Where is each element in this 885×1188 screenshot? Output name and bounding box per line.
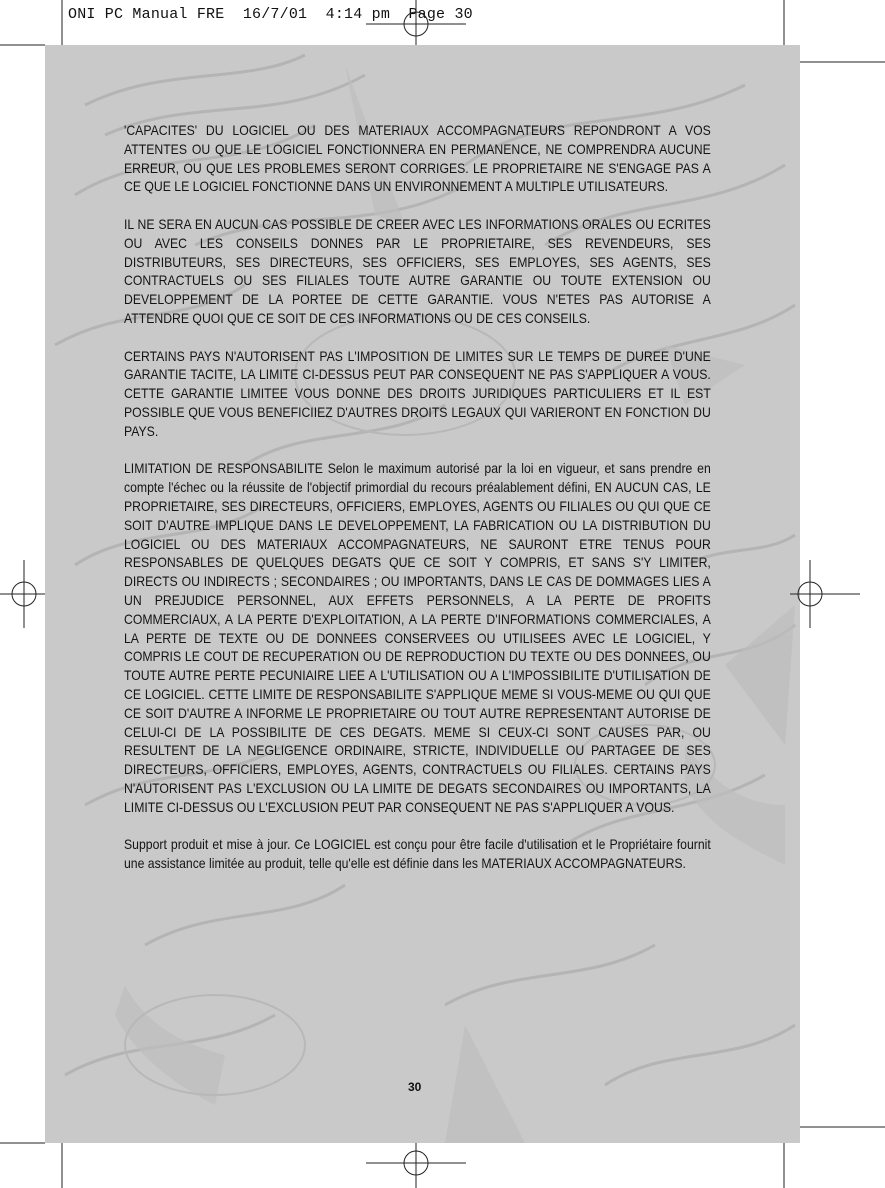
paragraph-3: CERTAINS PAYS N'AUTORISENT PAS L'IMPOSITION DE LIMITES SUR LE TEMPS DE DUREE D'UNE GARANTIE TACITE, LA LIMITE CI-DESSUS PEUT PAR CONSEQUENT NE PAS S'APPLIQUER A VOUS. CETTE GARANTIE LIMITEE VOUS DONNE DES DROITS JURIDIQUES PARTICULIERS ET IL EST POSSIBLE QUE VOUS BENEFICIIEZ D'AUTRES DROITS LEGAUX QUI VARIERONT EN FONCTION DU PAYS. (124, 348, 711, 439)
liability-intro: Selon le maximum autorisé par la loi en vigueur, et sans prendre en compte l'échec ou la réussite de l'objectif primordial du recours préalablement défini, (124, 461, 711, 496)
paragraph-2: IL NE SERA EN AUCUN CAS POSSIBLE DE CREER AVEC LES INFORMATIONS ORALES OU ECRITES OU AVEC LES CONSEILS DONNES PAR LE PROPRIETAIRE, SES REVENDEURS, SES DISTRIBUTEURS, SES DIRECTEURS, SES OFFICIERS, SES EMPLOYES, SES AGENTS, SES CONTRACTUELS OU SES FILIALES TOUTE AUTRE GARANTIE OU TOUTE EXTENSION OU DEVELOPPEMENT DE LA PORTEE DE CETTE GARANTIE. VOUS N'ETES PAS AUTORISE A ATTENDRE QUOI QUE CE SOIT DE CES INFORMATIONS OU DE CES CONSEILS. (124, 216, 711, 326)
support-text: Support produit et mise à jour. Ce LOGICIEL est conçu pour être facile d'utilisation et le Propriétaire fournit une assistance limitée au produit, telle qu'elle est définie dans les (124, 837, 711, 872)
support-materials: MATERIAUX ACCOMPAGNATEURS. (477, 856, 686, 872)
paragraph-1: 'CAPACITES' DU LOGICIEL OU DES MATERIAUX ACCOMPAGNATEURS REPONDRONT A VOS ATTENTES OU QUE LE LOGICIEL FONCTIONNERA EN PERMANENCE, NE COMPRENDRA AUCUNE ERREUR, OU QUE LES PROBLEMES SERONT CORRIGES. LE PROPRIETAIRE NE S'ENGAGE PAS A CE QUE LE LOGICIEL FONCTIONNE DANS UN ENVIRONNEMENT A MULTIPLE UTILISATEURS. (124, 123, 711, 195)
liability-body: EN AUCUN CAS, LE PROPRIETAIRE, SES DIRECTEURS, OFFICIERS, EMPLOYES, AGENTS OU FILIALES OU QUI QUE CE SOIT D'AUTRE IMPLIQUE DANS LE DEVELOPPEMENT, LA FABRICATION OU LA DISTRIBUTION DU LOGICIEL OU DES MATERIAUX ACCOMPAGNATEURS, NE SAURONT ETRE TENUS POUR RESPONSABLES DE QUELQUES DEGATS QUE CE SOIT Y COMPRIS, ET SANS S'Y LIMITER, DIRECTS OU INDIRECTS ; SECONDAIRES ; OU IMPORTANTS, DANS LE CAS DE DOMMAGES LIES A UN PREJUDICE PERSONNEL, AUX EFFETS PERSONNELS, A LA PERTE DE PROFITS COMMERCIAUX, A LA PERTE D'EXPLOITATION, A LA PERTE D'INFORMATIONS COMMERCIALES, A LA PERTE DE TEXTE OU DE DONNEES CONSERVEES OU UTILISEES AVEC LE LOGICIEL, Y COMPRIS LE COUT DE RECUPERATION OU DE REPRODUCTION DU TEXTE OU DES DONNEES, OU TOUTE AUTRE PERTE PECUNIAIRE LIEE A L'UTILISATION OU A L'IMPOSSIBILITE D'UTILISATION DE CE LOGICIEL. CETTE LIMITE DE RESPONSABILITE S'APPLIQUE MEME SI VOUS-MEME OU QUI QUE CE SOIT D'AUTRE A INFORME LE PROPRIETAIRE OU TOUT AUTRE REPRESENTANT AUTORISE DE CELUI-CI DE LA POSSIBILITE DE CES DEGATS. MEME SI CEUX-CI SONT CAUSES PAR, OU RESULTENT DE LA NEGLIGENCE ORDINAIRE, STRICTE, INDIVIDUELLE OU PARTAGEE DE SES DIRECTEURS, OFFICIERS, EMPLOYES, AGENTS, CONTRACTUELS OU FILIALES. CERTAINS PAYS N'AUTORISENT PAS L'EXCLUSION OU LA LIMITE DE DEGATS SECONDAIRES OU IMPORTANTS, LA LIMITE CI-DESSUS OU L'EXCLUSION PEUT PAR CONSEQUENT NE PAS S'APPLIQUER A VOUS. (124, 480, 711, 815)
page-number: 30 (408, 1080, 422, 1094)
print-slug: ONI PC Manual FRE 16/7/01 4:14 pm Page 30 (68, 6, 473, 23)
liability-heading: LIMITATION DE RESPONSABILITE (124, 461, 323, 477)
